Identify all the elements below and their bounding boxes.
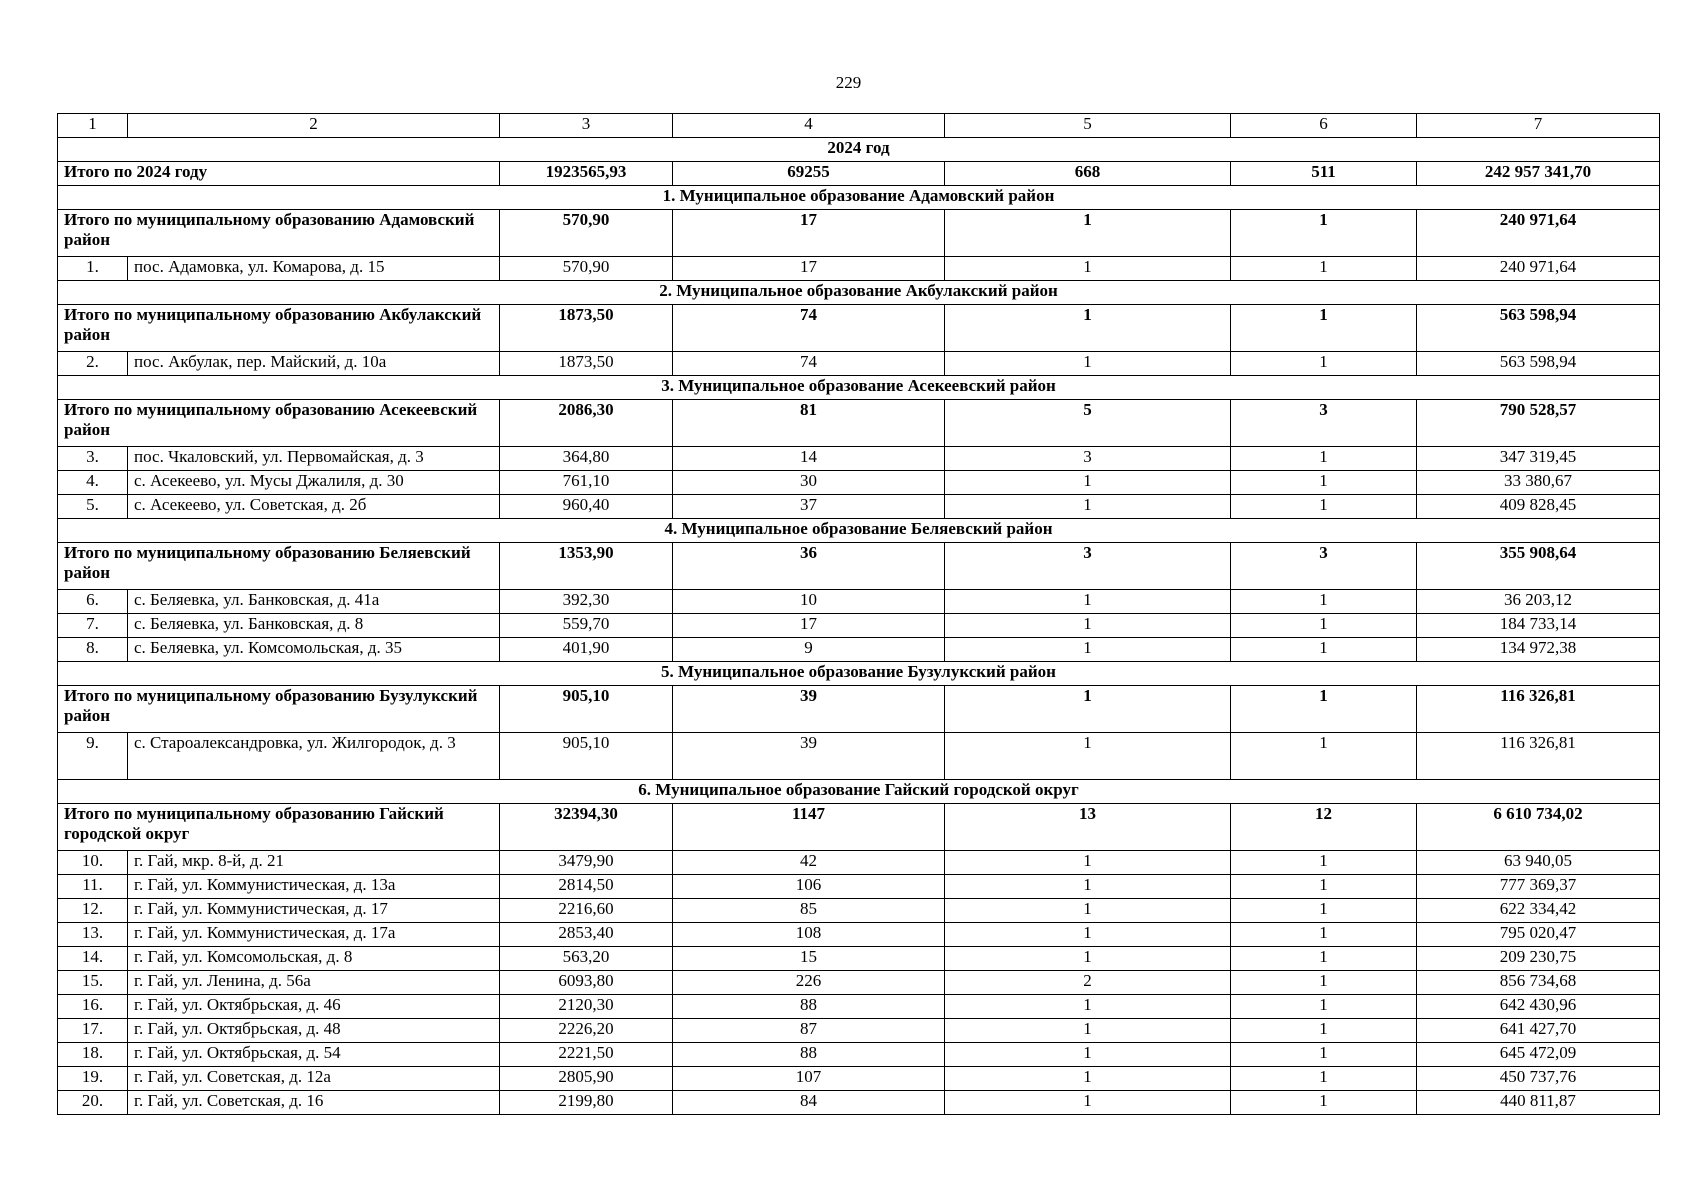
column-number: 4: [673, 114, 945, 138]
section-title: 4. Муниципальное образование Беляевский район: [58, 519, 1660, 543]
row-c4: 84: [673, 1091, 945, 1115]
row-c3: 2814,50: [500, 875, 673, 899]
row-number: 17.: [58, 1019, 128, 1043]
section-total-c4: 81: [673, 400, 945, 447]
table-row: [58, 923, 1660, 947]
row-c5: 1: [945, 257, 1231, 281]
row-c7: 642 430,96: [1417, 995, 1660, 1019]
section-total-c4: 1147: [673, 804, 945, 851]
table-row: [58, 257, 1660, 281]
row-c6: 1: [1231, 1019, 1417, 1043]
row-c6: 1: [1231, 1067, 1417, 1091]
row-c7: 409 828,45: [1417, 495, 1660, 519]
row-c4: 15: [673, 947, 945, 971]
row-c6: 1: [1231, 733, 1417, 780]
row-c4: 17: [673, 257, 945, 281]
row-c6: 1: [1231, 614, 1417, 638]
row-c6: 1: [1231, 471, 1417, 495]
row-c3: 559,70: [500, 614, 673, 638]
section-total-row: [58, 400, 1660, 447]
row-number: 16.: [58, 995, 128, 1019]
row-number: 4.: [58, 471, 128, 495]
section-total-label: Итого по муниципальному образованию Гайский городской округ: [58, 804, 500, 851]
row-c6: 1: [1231, 947, 1417, 971]
row-c5: 1: [945, 1043, 1231, 1067]
row-c3: 1873,50: [500, 352, 673, 376]
row-c4: 88: [673, 995, 945, 1019]
row-c7: 450 737,76: [1417, 1067, 1660, 1091]
section-total-row: [58, 210, 1660, 257]
row-c6: 1: [1231, 899, 1417, 923]
row-c7: 134 972,38: [1417, 638, 1660, 662]
table-row: [58, 638, 1660, 662]
row-number: 12.: [58, 899, 128, 923]
row-c4: 9: [673, 638, 945, 662]
table-row: [58, 590, 1660, 614]
row-c4: 37: [673, 495, 945, 519]
grand-total-cost: 242 957 341,70: [1417, 162, 1660, 186]
row-address: с. Асекеево, ул. Советская, д. 2б: [128, 495, 500, 519]
section-total-c3: 570,90: [500, 210, 673, 257]
row-address: г. Гай, ул. Коммунистическая, д. 17а: [128, 923, 500, 947]
table-row: [58, 1019, 1660, 1043]
row-c5: 1: [945, 947, 1231, 971]
column-number: 2: [128, 114, 500, 138]
table-body: [58, 114, 1660, 1115]
housing-program-table: [57, 113, 1660, 1115]
row-c5: 1: [945, 590, 1231, 614]
table-row: [58, 495, 1660, 519]
section-total-c7: 563 598,94: [1417, 305, 1660, 352]
row-c4: 10: [673, 590, 945, 614]
row-c5: 1: [945, 1019, 1231, 1043]
grand-total-label: Итого по 2024 году: [58, 162, 500, 186]
section-title: 2. Муниципальное образование Акбулакский район: [58, 281, 1660, 305]
row-address: г. Гай, ул. Комсомольская, д. 8: [128, 947, 500, 971]
section-total-c7: 116 326,81: [1417, 686, 1660, 733]
section-title: 3. Муниципальное образование Асекеевский район: [58, 376, 1660, 400]
grand-total-row: [58, 162, 1660, 186]
section-title: 5. Муниципальное образование Бузулукский район: [58, 662, 1660, 686]
section-total-c6: 1: [1231, 686, 1417, 733]
row-c6: 1: [1231, 257, 1417, 281]
row-c5: 2: [945, 971, 1231, 995]
section-total-c3: 2086,30: [500, 400, 673, 447]
row-number: 5.: [58, 495, 128, 519]
row-c3: 392,30: [500, 590, 673, 614]
page-number: 229: [835, 73, 862, 92]
grand-total-area: 1923565,93: [500, 162, 673, 186]
table-row: [58, 1091, 1660, 1115]
row-c3: 401,90: [500, 638, 673, 662]
row-c7: 641 427,70: [1417, 1019, 1660, 1043]
table-row: [58, 1067, 1660, 1091]
row-c5: 1: [945, 495, 1231, 519]
section-total-label: Итого по муниципальному образованию Адамовский район: [58, 210, 500, 257]
row-c6: 1: [1231, 590, 1417, 614]
row-c3: 2216,60: [500, 899, 673, 923]
row-address: пос. Чкаловский, ул. Первомайская, д. 3: [128, 447, 500, 471]
row-c3: 570,90: [500, 257, 673, 281]
row-c3: 761,10: [500, 471, 673, 495]
row-c3: 6093,80: [500, 971, 673, 995]
row-c3: 2853,40: [500, 923, 673, 947]
section-total-c5: 1: [945, 305, 1231, 352]
row-c3: 2805,90: [500, 1067, 673, 1091]
row-c6: 1: [1231, 1043, 1417, 1067]
row-address: с. Асекеево, ул. Мусы Джалиля, д. 30: [128, 471, 500, 495]
row-c5: 1: [945, 899, 1231, 923]
row-address: г. Гай, ул. Ленина, д. 56а: [128, 971, 500, 995]
row-address: г. Гай, ул. Октябрьская, д. 54: [128, 1043, 500, 1067]
row-c7: 856 734,68: [1417, 971, 1660, 995]
section-title-row: [58, 780, 1660, 804]
row-c5: 1: [945, 352, 1231, 376]
row-address: г. Гай, ул. Советская, д. 16: [128, 1091, 500, 1115]
row-address: г. Гай, ул. Октябрьская, д. 48: [128, 1019, 500, 1043]
section-total-c4: 36: [673, 543, 945, 590]
row-c3: 2199,80: [500, 1091, 673, 1115]
row-address: г. Гай, ул. Коммунистическая, д. 13а: [128, 875, 500, 899]
row-address: с. Беляевка, ул. Банковская, д. 8: [128, 614, 500, 638]
row-c6: 1: [1231, 495, 1417, 519]
section-title: 6. Муниципальное образование Гайский городской округ: [58, 780, 1660, 804]
row-number: 3.: [58, 447, 128, 471]
table-row: [58, 733, 1660, 780]
grand-total-c6: 511: [1231, 162, 1417, 186]
row-number: 7.: [58, 614, 128, 638]
row-c7: 209 230,75: [1417, 947, 1660, 971]
row-number: 18.: [58, 1043, 128, 1067]
row-c4: 88: [673, 1043, 945, 1067]
row-c3: 2226,20: [500, 1019, 673, 1043]
row-number: 13.: [58, 923, 128, 947]
row-c3: 960,40: [500, 495, 673, 519]
section-total-c7: 355 908,64: [1417, 543, 1660, 590]
section-total-c6: 3: [1231, 543, 1417, 590]
row-c4: 106: [673, 875, 945, 899]
row-c6: 1: [1231, 875, 1417, 899]
table-row: [58, 447, 1660, 471]
row-c3: 905,10: [500, 733, 673, 780]
row-c4: 107: [673, 1067, 945, 1091]
row-number: 10.: [58, 851, 128, 875]
row-address: г. Гай, мкр. 8-й, д. 21: [128, 851, 500, 875]
section-total-c3: 1353,90: [500, 543, 673, 590]
row-c7: 645 472,09: [1417, 1043, 1660, 1067]
table-row: [58, 899, 1660, 923]
row-address: г. Гай, ул. Коммунистическая, д. 17: [128, 899, 500, 923]
section-total-row: [58, 804, 1660, 851]
row-c6: 1: [1231, 923, 1417, 947]
row-c7: 36 203,12: [1417, 590, 1660, 614]
row-number: 15.: [58, 971, 128, 995]
row-c7: 440 811,87: [1417, 1091, 1660, 1115]
row-address: г. Гай, ул. Октябрьская, д. 46: [128, 995, 500, 1019]
row-c5: 1: [945, 733, 1231, 780]
row-c5: 1: [945, 851, 1231, 875]
table-row: [58, 614, 1660, 638]
column-number-row: [58, 114, 1660, 138]
year-heading-row: [58, 138, 1660, 162]
table-row: [58, 471, 1660, 495]
row-c6: 1: [1231, 995, 1417, 1019]
row-c3: 563,20: [500, 947, 673, 971]
row-c7: 777 369,37: [1417, 875, 1660, 899]
section-total-label: Итого по муниципальному образованию Асекеевский район: [58, 400, 500, 447]
row-c7: 240 971,64: [1417, 257, 1660, 281]
row-c5: 1: [945, 614, 1231, 638]
row-number: 11.: [58, 875, 128, 899]
year-heading: 2024 год: [58, 138, 1660, 162]
section-total-c5: 5: [945, 400, 1231, 447]
row-address: пос. Акбулак, пер. Майский, д. 10а: [128, 352, 500, 376]
section-total-c6: 1: [1231, 305, 1417, 352]
table-row: [58, 995, 1660, 1019]
row-c6: 1: [1231, 352, 1417, 376]
row-c4: 39: [673, 733, 945, 780]
section-title-row: [58, 186, 1660, 210]
section-title: 1. Муниципальное образование Адамовский район: [58, 186, 1660, 210]
column-number: 7: [1417, 114, 1660, 138]
section-title-row: [58, 376, 1660, 400]
row-c4: 14: [673, 447, 945, 471]
row-c4: 17: [673, 614, 945, 638]
section-total-c7: 790 528,57: [1417, 400, 1660, 447]
row-c7: 563 598,94: [1417, 352, 1660, 376]
row-c6: 1: [1231, 447, 1417, 471]
row-number: 14.: [58, 947, 128, 971]
row-c4: 42: [673, 851, 945, 875]
section-total-c5: 13: [945, 804, 1231, 851]
section-total-row: [58, 305, 1660, 352]
row-c5: 1: [945, 1091, 1231, 1115]
section-total-c5: 1: [945, 210, 1231, 257]
row-number: 20.: [58, 1091, 128, 1115]
table-row: [58, 1043, 1660, 1067]
row-c7: 795 020,47: [1417, 923, 1660, 947]
table-row: [58, 971, 1660, 995]
section-total-c4: 39: [673, 686, 945, 733]
row-c5: 1: [945, 1067, 1231, 1091]
section-total-c3: 905,10: [500, 686, 673, 733]
row-c4: 108: [673, 923, 945, 947]
row-c5: 1: [945, 923, 1231, 947]
row-c4: 30: [673, 471, 945, 495]
row-c7: 184 733,14: [1417, 614, 1660, 638]
section-total-label: Итого по муниципальному образованию Беляевский район: [58, 543, 500, 590]
row-c4: 226: [673, 971, 945, 995]
row-c4: 85: [673, 899, 945, 923]
row-number: 8.: [58, 638, 128, 662]
row-c6: 1: [1231, 1091, 1417, 1115]
table-row: [58, 352, 1660, 376]
row-c5: 1: [945, 995, 1231, 1019]
section-total-c5: 1: [945, 686, 1231, 733]
grand-total-c5: 668: [945, 162, 1231, 186]
row-c3: 2221,50: [500, 1043, 673, 1067]
section-total-c3: 1873,50: [500, 305, 673, 352]
section-total-c4: 17: [673, 210, 945, 257]
row-address: г. Гай, ул. Советская, д. 12а: [128, 1067, 500, 1091]
row-address: с. Староалександровка, ул. Жилгородок, д. 3: [128, 733, 500, 780]
row-address: с. Беляевка, ул. Комсомольская, д. 35: [128, 638, 500, 662]
section-title-row: [58, 281, 1660, 305]
section-total-c7: 6 610 734,02: [1417, 804, 1660, 851]
row-number: 2.: [58, 352, 128, 376]
row-number: 19.: [58, 1067, 128, 1091]
section-total-row: [58, 543, 1660, 590]
row-c4: 74: [673, 352, 945, 376]
section-total-label: Итого по муниципальному образованию Акбулакский район: [58, 305, 500, 352]
section-total-c7: 240 971,64: [1417, 210, 1660, 257]
row-c7: 33 380,67: [1417, 471, 1660, 495]
row-c5: 1: [945, 471, 1231, 495]
table-row: [58, 851, 1660, 875]
section-total-c5: 3: [945, 543, 1231, 590]
section-total-label: Итого по муниципальному образованию Бузулукский район: [58, 686, 500, 733]
grand-total-residents: 69255: [673, 162, 945, 186]
column-number: 6: [1231, 114, 1417, 138]
section-title-row: [58, 519, 1660, 543]
row-number: 6.: [58, 590, 128, 614]
row-c6: 1: [1231, 638, 1417, 662]
section-total-c4: 74: [673, 305, 945, 352]
row-c5: 3: [945, 447, 1231, 471]
column-number: 5: [945, 114, 1231, 138]
row-c5: 1: [945, 638, 1231, 662]
row-c6: 1: [1231, 971, 1417, 995]
row-c5: 1: [945, 875, 1231, 899]
row-c7: 622 334,42: [1417, 899, 1660, 923]
row-c7: 347 319,45: [1417, 447, 1660, 471]
row-c3: 364,80: [500, 447, 673, 471]
section-total-c6: 1: [1231, 210, 1417, 257]
row-c3: 3479,90: [500, 851, 673, 875]
row-c3: 2120,30: [500, 995, 673, 1019]
table-row: [58, 875, 1660, 899]
section-total-row: [58, 686, 1660, 733]
row-address: пос. Адамовка, ул. Комарова, д. 15: [128, 257, 500, 281]
row-number: 1.: [58, 257, 128, 281]
section-title-row: [58, 662, 1660, 686]
row-address: с. Беляевка, ул. Банковская, д. 41а: [128, 590, 500, 614]
column-number: 1: [58, 114, 128, 138]
section-total-c3: 32394,30: [500, 804, 673, 851]
row-c6: 1: [1231, 851, 1417, 875]
row-c7: 116 326,81: [1417, 733, 1660, 780]
row-c4: 87: [673, 1019, 945, 1043]
row-number: 9.: [58, 733, 128, 780]
column-number: 3: [500, 114, 673, 138]
row-c7: 63 940,05: [1417, 851, 1660, 875]
table-row: [58, 947, 1660, 971]
section-total-c6: 3: [1231, 400, 1417, 447]
section-total-c6: 12: [1231, 804, 1417, 851]
